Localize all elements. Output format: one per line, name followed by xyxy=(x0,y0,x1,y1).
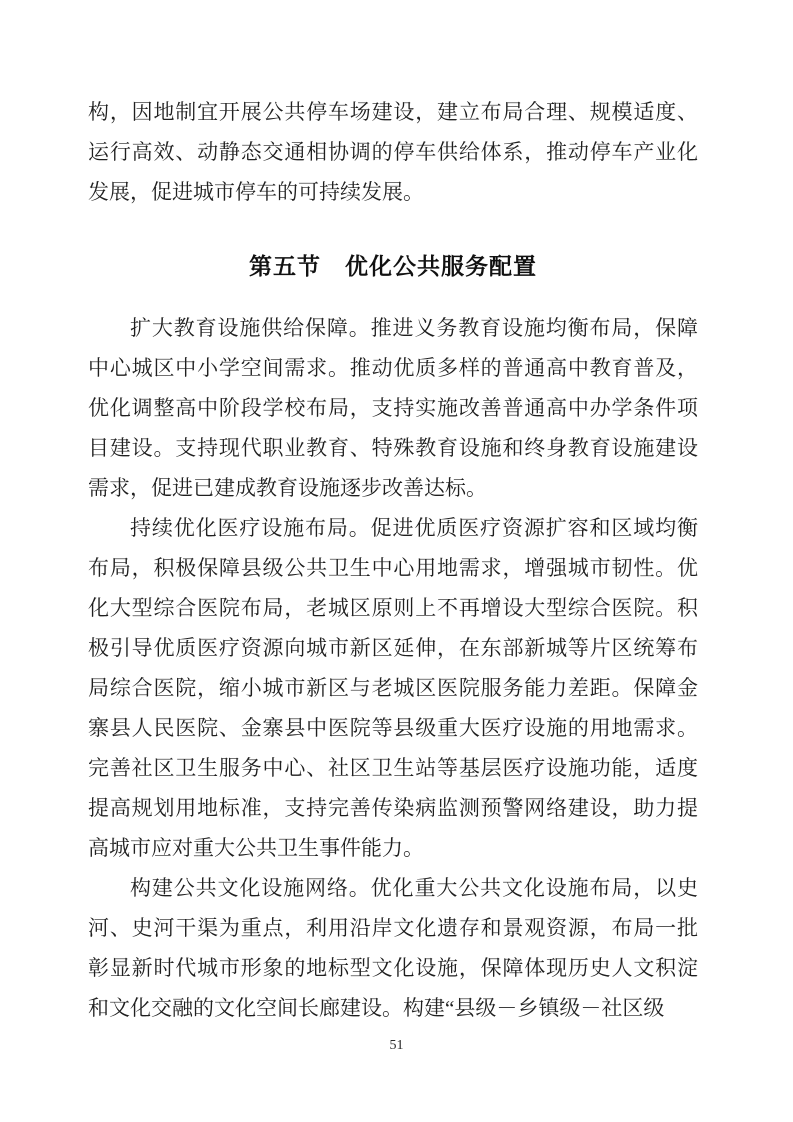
section-body xyxy=(88,308,698,1028)
body-paragraph xyxy=(88,308,698,508)
text-line: 构建公共文化设施网络。优化重大公共文化设施布局，以史 xyxy=(130,876,698,900)
text-line: 扩大教育设施供给保障。推进义务教育设施均衡布局，保障 xyxy=(130,316,698,340)
body-paragraph xyxy=(88,868,698,1028)
section-heading: 第五节 优化公共服务配置 xyxy=(249,253,537,279)
text-line: 需求，促进已建成教育设施逐步改善达标。 xyxy=(88,476,487,500)
text-line: 化大型综合医院布局，老城区原则上不再增设大型综合医院。积 xyxy=(88,596,698,620)
text-line: 河、史河干渠为重点，利用沿岸文化遗存和景观资源，布局一批 xyxy=(88,916,698,940)
text-line: 提高规划用地标准，支持完善传染病监测预警网络建设，助力提 xyxy=(88,796,698,820)
text-line: 局综合医院，缩小城市新区与老城区医院服务能力差距。保障金 xyxy=(88,676,698,700)
text-line: 布局，积极保障县级公共卫生中心用地需求，增强城市韧性。优 xyxy=(88,556,698,580)
text-line: 持续优化医疗设施布局。促进优质医疗资源扩容和区域均衡 xyxy=(130,516,698,540)
text-line: 优化调整高中阶段学校布局，支持实施改善普通高中办学条件项 xyxy=(88,396,698,420)
text-line: 彰显新时代城市形象的地标型文化设施，保障体现历史人文积淀 xyxy=(88,956,698,980)
body-paragraph xyxy=(88,508,698,868)
text-line: 中心城区中小学空间需求。推动优质多样的普通高中教育普及， xyxy=(88,356,698,380)
page-footer xyxy=(0,1036,793,1056)
text-line: 发展，促进城市停车的可持续发展。 xyxy=(88,180,424,204)
text-line: 完善社区卫生服务中心、社区卫生站等基层医疗设施功能，适度 xyxy=(88,756,698,780)
text-line: 运行高效、动静态交通相协调的停车供给体系，推动停车产业化 xyxy=(88,140,698,164)
text-line: 构，因地制宜开展公共停车场建设，建立布局合理、规模适度、 xyxy=(88,100,698,124)
text-line: 高城市应对重大公共卫生事件能力。 xyxy=(88,836,424,860)
text-line: 寨县人民医院、金寨县中医院等县级重大医疗设施的用地需求。 xyxy=(88,716,698,740)
page-number: 51 xyxy=(389,1038,404,1053)
text-line: 目建设。支持现代职业教育、特殊教育设施和终身教育设施建设 xyxy=(88,436,698,460)
intro-paragraph xyxy=(88,92,698,212)
text-line: 和文化交融的文化空间长廊建设。构建“县级－乡镇级－社区级 xyxy=(88,996,665,1020)
text-line: 极引导优质医疗资源向城市新区延伸，在东部新城等片区统筹布 xyxy=(88,636,698,660)
page-content xyxy=(88,92,698,1028)
